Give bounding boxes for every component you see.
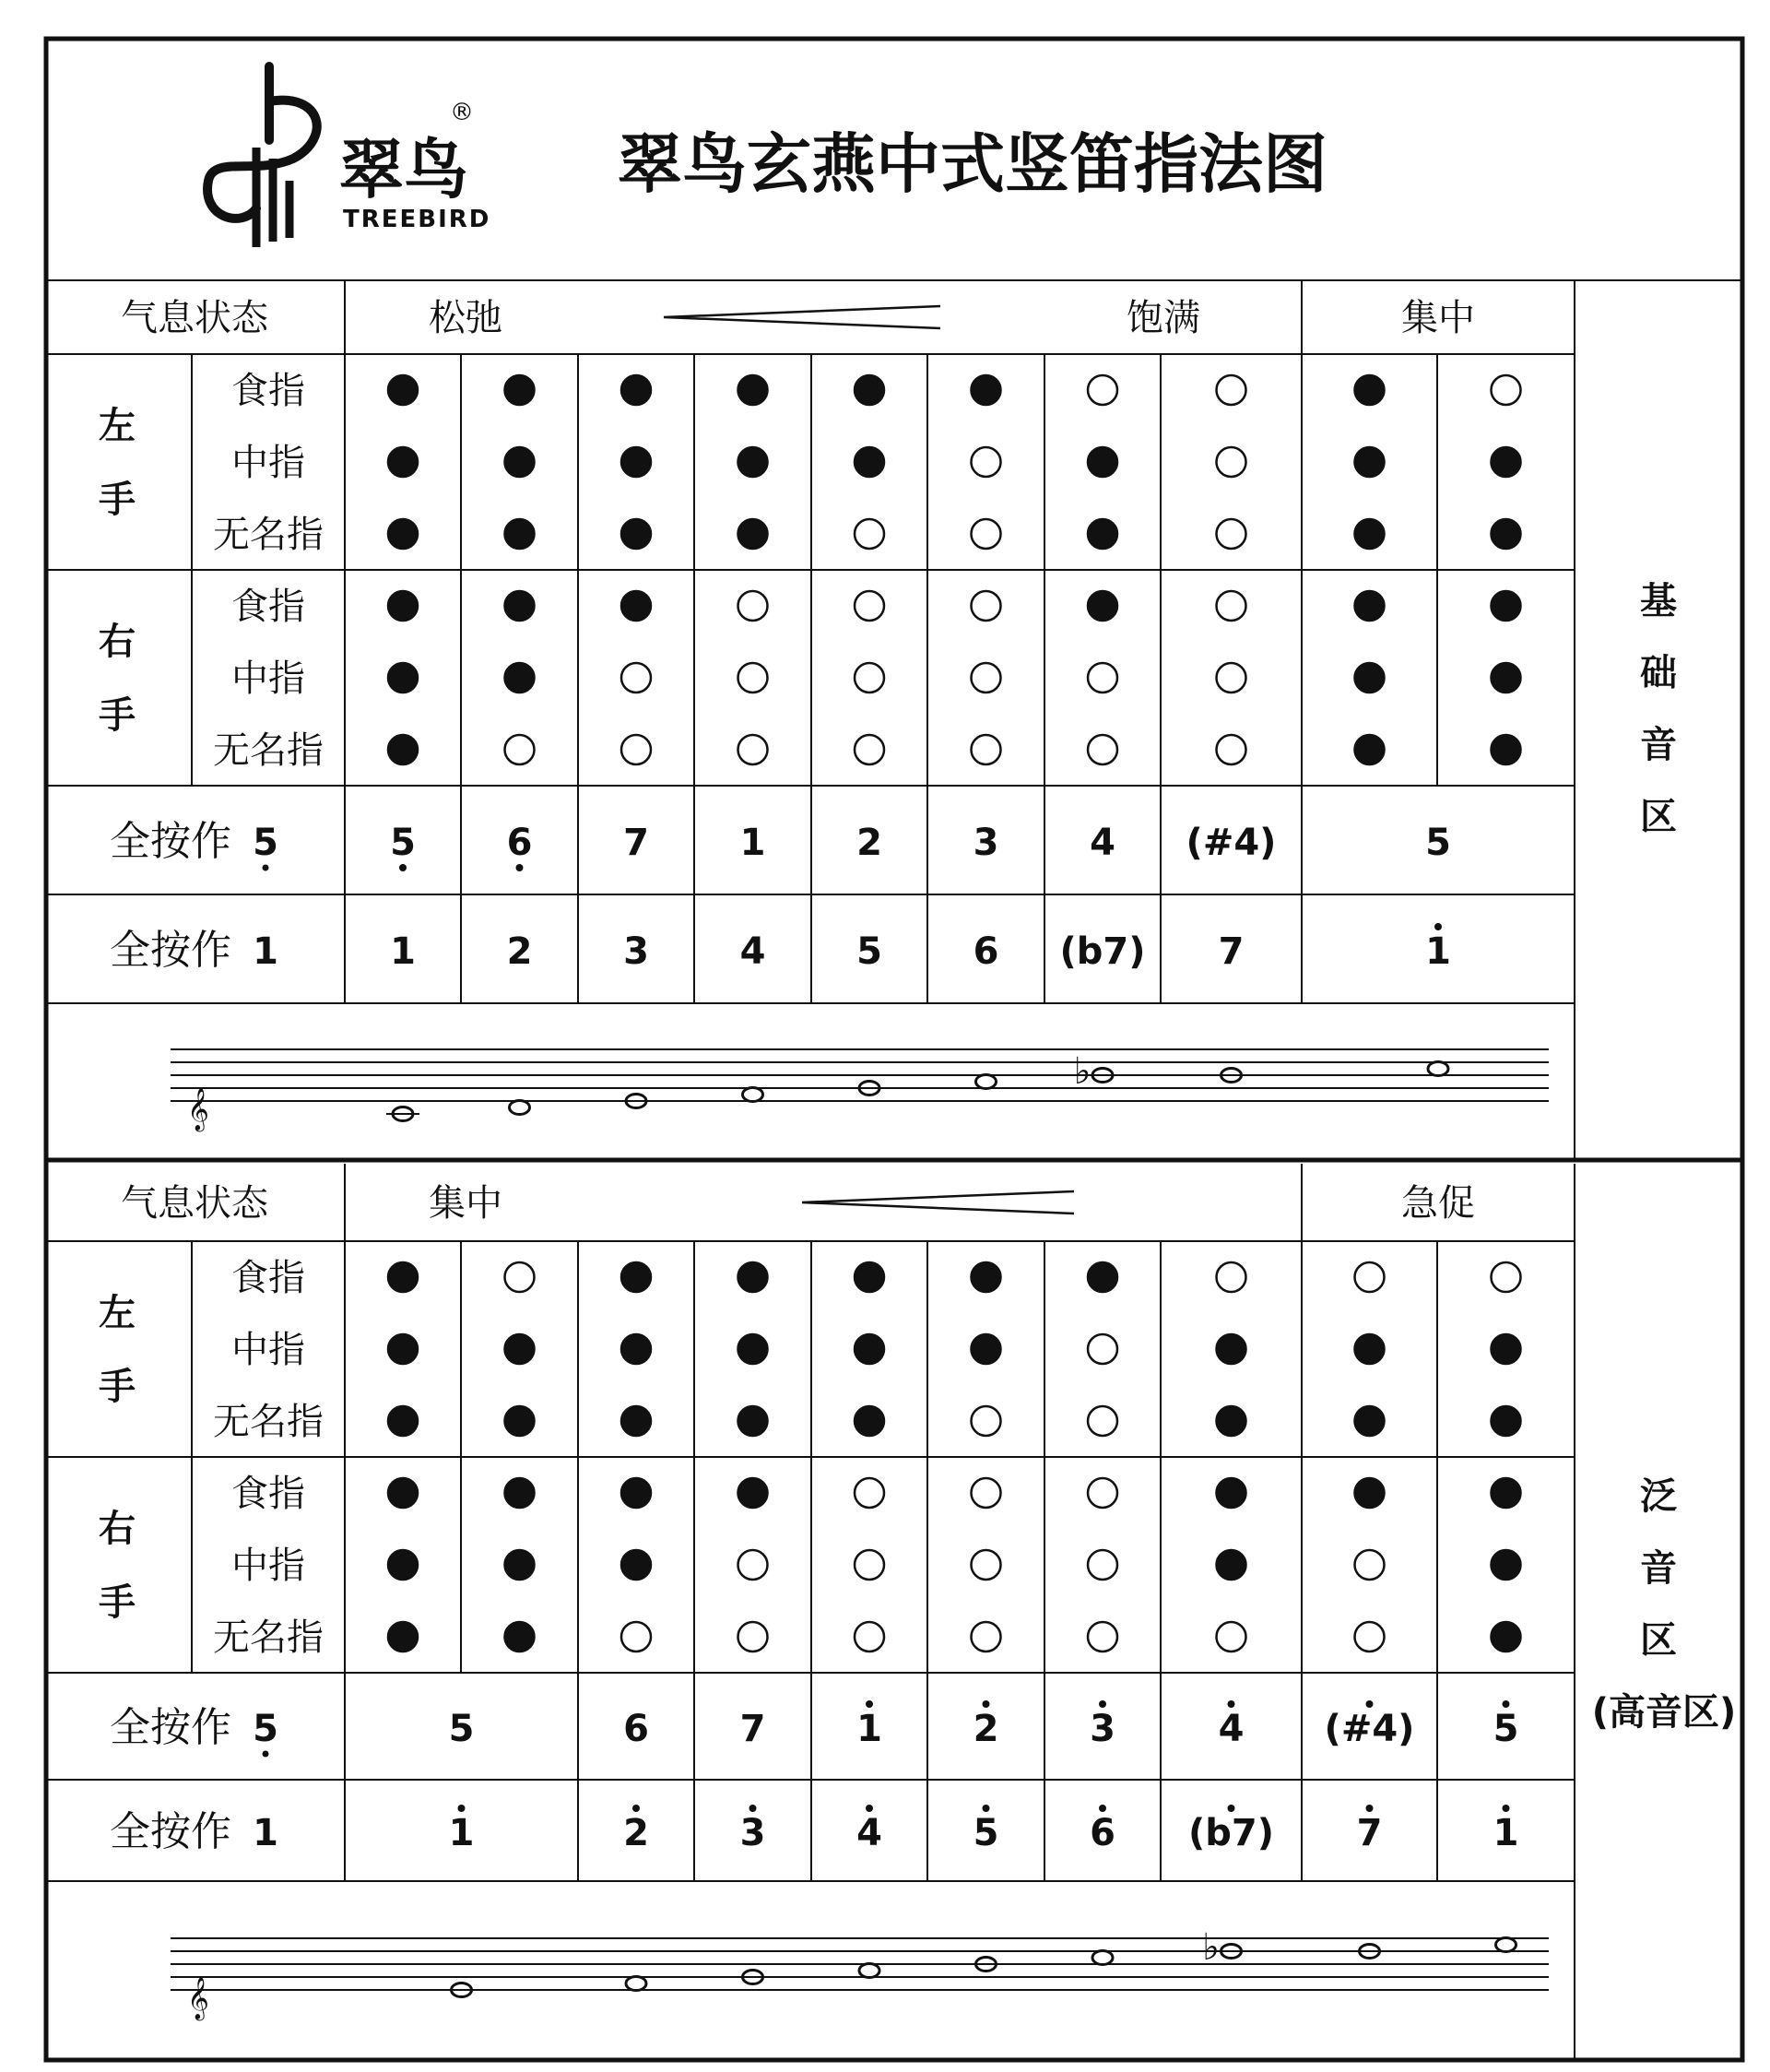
- hole-open-icon: [1217, 375, 1246, 405]
- hole-closed-icon: [1217, 1406, 1246, 1436]
- hole-closed-icon: [505, 1478, 535, 1508]
- finger-name: 食指: [231, 1473, 305, 1515]
- hole-open-icon: [1088, 735, 1117, 764]
- octave-dot-below: [399, 864, 407, 871]
- note-number: (b7): [1187, 1812, 1275, 1854]
- octave-dot-above: [866, 1700, 873, 1708]
- registered-mark: ®: [450, 99, 474, 126]
- hole-closed-icon: [1492, 1334, 1521, 1364]
- hole-closed-icon: [738, 1478, 768, 1508]
- hole-open-icon: [1217, 447, 1246, 477]
- left-hand-label: 手: [99, 1365, 136, 1408]
- hole-open-icon: [1088, 1622, 1117, 1652]
- hole-closed-icon: [505, 1334, 535, 1364]
- note-number: 4: [1090, 822, 1115, 864]
- hole-closed-icon: [1492, 663, 1521, 693]
- hole-closed-icon: [1492, 519, 1521, 549]
- hole-open-icon: [1217, 663, 1246, 693]
- hole-open-icon: [1217, 735, 1246, 764]
- hole-closed-icon: [1355, 735, 1385, 764]
- hole-closed-icon: [388, 1334, 418, 1364]
- hole-open-icon: [505, 735, 535, 764]
- mode-label: 全按作: [110, 1808, 231, 1855]
- hole-open-icon: [855, 735, 884, 764]
- hole-open-icon: [972, 591, 1001, 621]
- left-hand-label: 左: [99, 1292, 136, 1335]
- hole-open-icon: [621, 663, 651, 693]
- note-number: 6: [1090, 1812, 1115, 1854]
- hole-closed-icon: [1492, 1550, 1521, 1580]
- hole-closed-icon: [388, 591, 418, 621]
- note-number: (b7): [1059, 930, 1146, 973]
- note-number: 6: [506, 822, 533, 864]
- hole-closed-icon: [738, 1334, 768, 1364]
- hole-open-icon: [1088, 1334, 1117, 1364]
- mode-note: 1: [253, 930, 278, 973]
- hole-open-icon: [972, 1406, 1001, 1436]
- note-number: 4: [739, 930, 766, 973]
- breath-start: 松弛: [429, 297, 502, 339]
- note-number: 1: [1493, 1812, 1519, 1854]
- mode-label: 全按作: [110, 927, 231, 974]
- finger-name: 中指: [231, 1329, 305, 1371]
- hole-closed-icon: [621, 1262, 651, 1292]
- octave-dot-above: [1366, 1805, 1374, 1812]
- hole-closed-icon: [855, 375, 884, 405]
- note-number: 4: [1218, 1708, 1245, 1750]
- note-number: 5: [856, 930, 882, 973]
- right-hand-label: 右: [99, 1508, 136, 1551]
- breath-start: 集中: [429, 1182, 502, 1225]
- finger-name: 无名指: [213, 514, 324, 556]
- finger-name: 食指: [231, 1257, 305, 1299]
- note-number: 5: [1425, 822, 1451, 864]
- octave-dot-above: [1366, 1700, 1374, 1708]
- hole-closed-icon: [1355, 375, 1385, 405]
- hole-closed-icon: [388, 1262, 418, 1292]
- note-number: 1: [856, 1708, 882, 1750]
- hole-open-icon: [1088, 1550, 1117, 1580]
- octave-dot-above: [1099, 1700, 1106, 1708]
- hole-open-icon: [855, 519, 884, 549]
- hole-closed-icon: [505, 519, 535, 549]
- region-label-char: 区: [1640, 1619, 1677, 1662]
- hole-open-icon: [621, 1622, 651, 1652]
- mode-label: 全按作: [110, 818, 231, 865]
- hole-open-icon: [505, 1262, 535, 1292]
- note-number: 5: [973, 1812, 999, 1854]
- note-number: 2: [856, 822, 882, 864]
- hole-closed-icon: [855, 1406, 884, 1436]
- breath-end: 集中: [1401, 297, 1475, 339]
- hole-closed-icon: [972, 1334, 1001, 1364]
- note-number: 7: [1218, 930, 1245, 973]
- hole-closed-icon: [505, 1550, 535, 1580]
- hole-open-icon: [855, 1478, 884, 1508]
- hole-closed-icon: [1492, 1622, 1521, 1652]
- hole-closed-icon: [388, 519, 418, 549]
- hole-closed-icon: [1088, 519, 1117, 549]
- flat-accidental-icon: ♭: [1073, 1050, 1092, 1093]
- hole-open-icon: [1217, 519, 1246, 549]
- hole-closed-icon: [388, 1550, 418, 1580]
- mode-note: 1: [253, 1812, 278, 1854]
- finger-name: 食指: [231, 586, 305, 628]
- octave-dot-above: [1503, 1805, 1510, 1812]
- note-number: 1: [739, 822, 766, 864]
- note-number: 3: [973, 822, 999, 864]
- hole-closed-icon: [1088, 591, 1117, 621]
- hole-closed-icon: [1355, 1334, 1385, 1364]
- hole-closed-icon: [388, 1622, 418, 1652]
- finger-name: 中指: [231, 657, 305, 700]
- hole-open-icon: [972, 1622, 1001, 1652]
- hole-open-icon: [738, 735, 768, 764]
- hole-open-icon: [1492, 1262, 1521, 1292]
- octave-dot-above: [1228, 1700, 1235, 1708]
- treble-clef-icon: 𝄞: [187, 1088, 209, 1131]
- hole-closed-icon: [972, 1262, 1001, 1292]
- finger-name: 中指: [231, 442, 305, 484]
- hole-closed-icon: [505, 375, 535, 405]
- finger-name: 中指: [231, 1545, 305, 1587]
- octave-dot-above: [632, 1805, 640, 1812]
- note-number: 5: [1493, 1708, 1519, 1750]
- octave-dot-above: [749, 1805, 757, 1812]
- hole-closed-icon: [738, 519, 768, 549]
- hole-open-icon: [972, 1550, 1001, 1580]
- octave-dot-above: [866, 1805, 873, 1812]
- octave-dot-above: [1503, 1700, 1510, 1708]
- note-number: 7: [623, 822, 649, 864]
- hole-closed-icon: [1217, 1334, 1246, 1364]
- hole-open-icon: [972, 663, 1001, 693]
- hole-open-icon: [972, 1478, 1001, 1508]
- hole-closed-icon: [972, 375, 1001, 405]
- hole-closed-icon: [855, 1334, 884, 1364]
- hole-open-icon: [1355, 1550, 1385, 1580]
- hole-closed-icon: [1492, 591, 1521, 621]
- note-number: 1: [448, 1812, 475, 1854]
- hole-open-icon: [972, 735, 1001, 764]
- hole-open-icon: [1088, 375, 1117, 405]
- note-number: 7: [739, 1708, 766, 1750]
- hole-closed-icon: [1355, 663, 1385, 693]
- note-number: 6: [623, 1708, 649, 1750]
- note-number: 3: [623, 930, 649, 973]
- hole-open-icon: [1217, 1262, 1246, 1292]
- hole-closed-icon: [621, 447, 651, 477]
- note-number: 1: [390, 930, 416, 973]
- hole-closed-icon: [621, 375, 651, 405]
- hole-open-icon: [855, 591, 884, 621]
- breath-label: 气息状态: [121, 297, 268, 339]
- finger-name: 食指: [231, 370, 305, 412]
- note-number: 3: [739, 1812, 766, 1854]
- mode-note: 5: [253, 822, 278, 864]
- hole-closed-icon: [1492, 1478, 1521, 1508]
- hole-open-icon: [972, 447, 1001, 477]
- left-hand-label: 左: [99, 405, 136, 448]
- hole-open-icon: [738, 663, 768, 693]
- brand-name-en: TREEBIRD: [343, 206, 491, 233]
- hole-closed-icon: [505, 591, 535, 621]
- note-number: 3: [1090, 1708, 1115, 1750]
- note-number: (#4): [1186, 822, 1277, 864]
- hole-closed-icon: [505, 447, 535, 477]
- hole-open-icon: [855, 1550, 884, 1580]
- hole-open-icon: [738, 591, 768, 621]
- finger-name: 无名指: [213, 1401, 324, 1443]
- hole-closed-icon: [621, 1334, 651, 1364]
- note-number: 7: [1356, 1812, 1383, 1854]
- octave-dot-above: [458, 1805, 466, 1812]
- hole-closed-icon: [388, 1406, 418, 1436]
- hole-open-icon: [1492, 375, 1521, 405]
- breath-label: 气息状态: [121, 1182, 268, 1225]
- octave-dot-above: [1228, 1805, 1235, 1812]
- hole-closed-icon: [388, 663, 418, 693]
- hole-closed-icon: [855, 447, 884, 477]
- brand-name-cn: 翠鸟: [339, 132, 468, 207]
- region-label-char: 泛: [1640, 1475, 1677, 1518]
- hole-open-icon: [1355, 1262, 1385, 1292]
- hole-open-icon: [1088, 1406, 1117, 1436]
- hole-open-icon: [738, 1550, 768, 1580]
- hole-closed-icon: [1217, 1478, 1246, 1508]
- octave-dot-below: [263, 865, 269, 871]
- hole-open-icon: [855, 663, 884, 693]
- octave-dot-above: [983, 1700, 990, 1708]
- hole-closed-icon: [1492, 735, 1521, 764]
- hole-closed-icon: [738, 375, 768, 405]
- note-number: 6: [973, 930, 999, 973]
- hole-closed-icon: [1355, 447, 1385, 477]
- region-label-char: 音: [1640, 724, 1677, 766]
- hole-closed-icon: [1492, 447, 1521, 477]
- hole-closed-icon: [388, 375, 418, 405]
- hole-closed-icon: [621, 519, 651, 549]
- note-number: 2: [623, 1812, 649, 1854]
- hole-open-icon: [738, 1622, 768, 1652]
- hole-closed-icon: [1088, 447, 1117, 477]
- finger-name: 无名指: [213, 729, 324, 772]
- hole-closed-icon: [738, 1406, 768, 1436]
- hole-open-icon: [1217, 591, 1246, 621]
- note-number: 4: [856, 1812, 882, 1854]
- hole-closed-icon: [388, 447, 418, 477]
- finger-name: 无名指: [213, 1616, 324, 1659]
- hole-closed-icon: [1088, 1262, 1117, 1292]
- hole-open-icon: [855, 1622, 884, 1652]
- hole-closed-icon: [388, 1478, 418, 1508]
- hole-closed-icon: [738, 447, 768, 477]
- right-hand-label: 手: [99, 1581, 136, 1624]
- hole-open-icon: [621, 735, 651, 764]
- hole-closed-icon: [1355, 591, 1385, 621]
- right-hand-label: 手: [99, 693, 136, 737]
- hole-open-icon: [1088, 1478, 1117, 1508]
- note-number: (#4): [1324, 1708, 1415, 1750]
- note-number: 1: [1425, 930, 1451, 973]
- hole-open-icon: [1355, 1622, 1385, 1652]
- note-number: 5: [448, 1708, 475, 1750]
- hole-closed-icon: [621, 1550, 651, 1580]
- hole-open-icon: [972, 519, 1001, 549]
- octave-dot-below: [263, 1751, 269, 1758]
- right-hand-label: 右: [99, 621, 136, 664]
- hole-closed-icon: [505, 663, 535, 693]
- region-label-char: 音: [1640, 1547, 1677, 1590]
- hole-open-icon: [1217, 1622, 1246, 1652]
- octave-dot-above: [1434, 923, 1442, 930]
- hole-closed-icon: [505, 1622, 535, 1652]
- hole-closed-icon: [855, 1262, 884, 1292]
- octave-dot-above: [1099, 1805, 1106, 1812]
- hole-closed-icon: [505, 1406, 535, 1436]
- hole-closed-icon: [388, 735, 418, 764]
- hole-closed-icon: [621, 1406, 651, 1436]
- hole-closed-icon: [1355, 519, 1385, 549]
- mode-note: 5: [253, 1708, 278, 1750]
- region-sublabel: (高音区): [1591, 1691, 1737, 1734]
- hole-closed-icon: [621, 591, 651, 621]
- region-label-char: 基: [1640, 580, 1677, 622]
- treble-clef-icon: 𝄞: [187, 1977, 209, 2019]
- breath-middle: 饱满: [1127, 297, 1200, 339]
- hole-closed-icon: [738, 1262, 768, 1292]
- hole-closed-icon: [1355, 1478, 1385, 1508]
- region-label-char: 础: [1640, 652, 1677, 694]
- breath-end: 急促: [1401, 1182, 1475, 1225]
- octave-dot-below: [516, 864, 524, 871]
- page-title: 翠鸟玄燕中式竖笛指法图: [618, 126, 1328, 202]
- note-number: 2: [973, 1708, 999, 1750]
- region-label-char: 区: [1640, 796, 1677, 838]
- flat-accidental-icon: ♭: [1202, 1926, 1220, 1969]
- note-number: 2: [506, 930, 533, 973]
- octave-dot-above: [983, 1805, 990, 1812]
- hole-closed-icon: [1217, 1550, 1246, 1580]
- hole-closed-icon: [621, 1478, 651, 1508]
- hole-closed-icon: [1492, 1406, 1521, 1436]
- note-number: 5: [390, 822, 416, 864]
- hole-open-icon: [1088, 663, 1117, 693]
- hole-closed-icon: [1355, 1406, 1385, 1436]
- left-hand-label: 手: [99, 478, 136, 521]
- mode-label: 全按作: [110, 1704, 231, 1751]
